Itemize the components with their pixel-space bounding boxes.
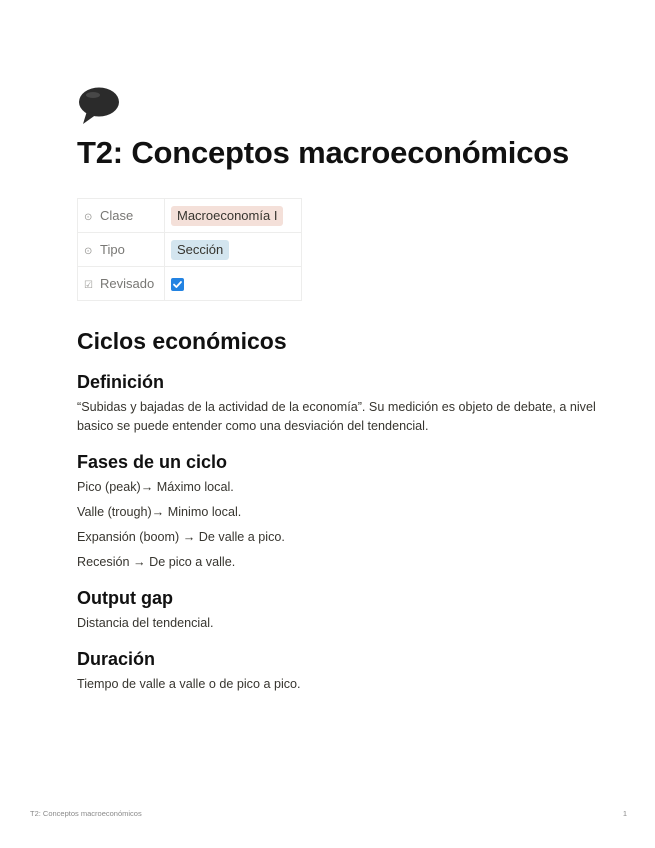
property-value[interactable] (165, 233, 302, 267)
property-name: ⊙ Clase (78, 199, 165, 233)
definicion-text: “Subidas y bajadas de la actividad de la economía”. Su medición es objeto de debate, a nivel basico se puede entender como una desviación del tendencial. (77, 400, 596, 433)
property-row-tipo (78, 233, 302, 267)
list-item: Pico (peak)→ Máximo local. (77, 480, 234, 494)
status-icon: ⊙ (84, 212, 93, 223)
fases-list (77, 478, 597, 572)
page-title: T2: Conceptos macroeconómicos (77, 135, 570, 170)
property-name: ⊙ Tipo (78, 233, 165, 267)
footer-title: T2: Conceptos macroeconómicos (30, 809, 142, 818)
heading-definicion: Definición (77, 372, 165, 392)
property-row-revisado (78, 267, 302, 301)
revisado-checkbox[interactable] (171, 278, 184, 291)
property-name: ☑ Revisado (78, 267, 165, 301)
duracion-text: Tiempo de valle a valle o de pico a pico. (77, 677, 301, 691)
list-item: Valle (trough)→ Minimo local. (77, 505, 242, 519)
heading-ciclos: Ciclos económicos (77, 328, 287, 354)
tipo-tag[interactable]: Sección (171, 240, 229, 260)
clase-tag[interactable]: Macroeconomía I (171, 206, 283, 226)
page-content (77, 86, 597, 694)
property-value[interactable] (165, 199, 302, 233)
properties-table (77, 198, 302, 301)
output-gap-text: Distancia del tendencial. (77, 616, 214, 630)
speech-bubble-icon (77, 86, 123, 126)
list-item: Expansión (boom) → De valle a pico. (77, 530, 285, 544)
heading-duracion: Duración (77, 649, 156, 669)
list-item: Recesión → De pico a valle. (77, 555, 236, 569)
property-row-clase (78, 199, 302, 233)
heading-output-gap: Output gap (77, 588, 173, 608)
footer-page-number: 1 (622, 809, 627, 818)
property-value[interactable] (165, 267, 302, 301)
checkbox-icon: ☑ (84, 280, 93, 291)
status-icon: ⊙ (84, 246, 93, 257)
heading-fases: Fases de un ciclo (77, 452, 228, 472)
